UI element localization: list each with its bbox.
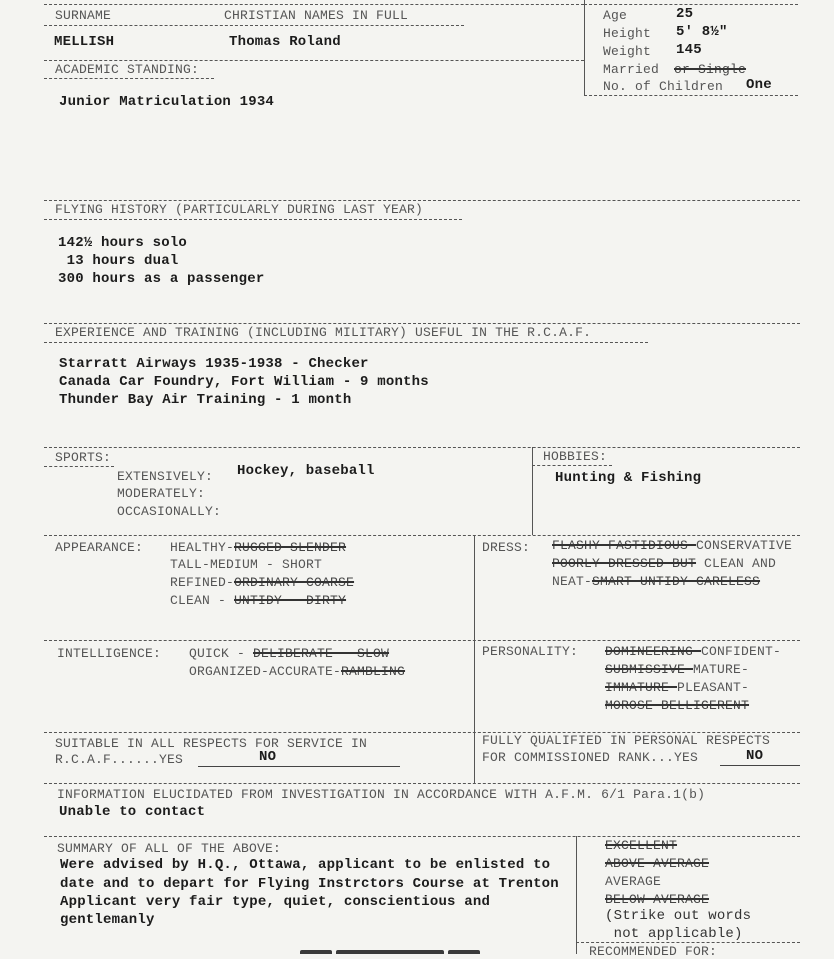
answer-line bbox=[720, 765, 800, 766]
rating-average: AVERAGE bbox=[605, 874, 662, 889]
experience-line: Starratt Airways 1935-1938 - Checker bbox=[59, 356, 369, 372]
flying-history-label: FLYING HISTORY (PARTICULARLY DURING LAST YEAR) bbox=[55, 202, 424, 217]
divider bbox=[44, 535, 800, 536]
divider bbox=[584, 0, 585, 96]
surname-value: MELLISH bbox=[54, 34, 115, 50]
appearance-label: APPEARANCE: bbox=[55, 540, 144, 555]
divider bbox=[576, 836, 577, 954]
personality-label: PERSONALITY: bbox=[482, 644, 579, 659]
information-value: Unable to contact bbox=[59, 804, 206, 820]
experience-line: Canada Car Foundry, Fort William - 9 months bbox=[59, 374, 429, 390]
summary-label: SUMMARY OF ALL OF THE ABOVE: bbox=[57, 841, 282, 856]
appearance-row-2: TALL-MEDIUM - SHORT bbox=[170, 557, 323, 572]
suitable-answer: NO bbox=[259, 749, 277, 765]
viewer-toolbar-edge bbox=[300, 950, 332, 954]
personality-row-3: IMMATURE-PLEASANT- bbox=[605, 680, 750, 695]
flying-line: 142½ hours solo bbox=[58, 235, 188, 251]
divider bbox=[44, 78, 214, 79]
children-label: No. of Children bbox=[603, 79, 724, 94]
information-label: INFORMATION ELUCIDATED FROM INVESTIGATION IN ACCORDANCE WITH A.F.M. 6/1 Para.1(b) bbox=[57, 787, 706, 802]
academic-standing-value: Junior Matriculation 1934 bbox=[59, 94, 275, 110]
flying-line: 13 hours dual bbox=[58, 253, 179, 269]
strike-note: not applicable) bbox=[605, 926, 743, 942]
summary-line: Were advised by H.Q., Ottawa, applicant to be enlisted to bbox=[60, 857, 551, 873]
intelligence-label: INTELLIGENCE: bbox=[57, 646, 162, 661]
extensively-value: Hockey, baseball bbox=[237, 463, 375, 479]
rating-excellent: EXCELLENT bbox=[605, 838, 678, 853]
dress-label: DRESS: bbox=[482, 540, 531, 555]
dress-row-2: POORLY DRESSED BUT CLEAN AND bbox=[552, 556, 777, 571]
divider bbox=[44, 60, 584, 61]
viewer-toolbar-edge bbox=[336, 950, 444, 954]
rating-above-average: ABOVE AVERAGE bbox=[605, 856, 710, 871]
divider bbox=[474, 535, 475, 783]
qualified-question: FULLY QUALIFIED IN PERSONAL RESPECTS bbox=[482, 733, 771, 748]
academic-standing-label: ACADEMIC STANDING: bbox=[55, 62, 200, 77]
height-value: 5' 8½" bbox=[676, 24, 728, 40]
divider bbox=[584, 4, 798, 5]
suitable-question: SUITABLE IN ALL RESPECTS FOR SERVICE IN bbox=[55, 736, 368, 751]
divider bbox=[532, 465, 612, 466]
appearance-row-3: REFINED-ORDINARY-COARSE bbox=[170, 575, 355, 590]
personality-row-4: MOROSE-BELLIGERENT bbox=[605, 698, 750, 713]
personality-row-2: SUBMISSIVE-MATURE- bbox=[605, 662, 750, 677]
divider bbox=[44, 219, 462, 220]
weight-value: 145 bbox=[676, 42, 702, 58]
flying-line: 300 hours as a passenger bbox=[58, 271, 265, 287]
weight-label: Weight bbox=[603, 44, 652, 59]
single-struck: or Single bbox=[674, 62, 747, 77]
married-label: Married bbox=[603, 62, 660, 77]
summary-line: gentlemanly bbox=[60, 912, 155, 928]
dress-row-3: NEAT-SMART-UNTIDY-CARELESS bbox=[552, 574, 761, 589]
experience-label: EXPERIENCE AND TRAINING (INCLUDING MILITARY) USEFUL IN THE R.C.A.F. bbox=[55, 325, 592, 340]
summary-line: Applicant very fair type, quiet, conscientious and bbox=[60, 894, 491, 910]
recommended-for-label: RECOMMENDED FOR: bbox=[589, 944, 718, 959]
extensively-label: EXTENSIVELY: bbox=[117, 469, 214, 484]
answer-line bbox=[198, 766, 400, 767]
viewer-toolbar-edge bbox=[448, 950, 480, 954]
hobbies-label: HOBBIES: bbox=[543, 449, 608, 464]
christian-names-label: CHRISTIAN NAMES IN FULL bbox=[224, 8, 409, 23]
age-label: Age bbox=[603, 8, 628, 23]
appearance-row-1: HEALTHY-RUGGED-SLENDER bbox=[170, 540, 347, 555]
divider bbox=[576, 942, 800, 943]
divider bbox=[532, 447, 533, 535]
divider bbox=[44, 466, 114, 467]
divider bbox=[44, 200, 800, 201]
personality-row-1: DOMINEERING-CONFIDENT- bbox=[605, 644, 782, 659]
qualified-yes-label: FOR COMMISSIONED RANK...YES bbox=[482, 750, 699, 765]
surname-label: SURNAME bbox=[55, 8, 112, 23]
appearance-row-4: CLEAN - UNTIDY - DIRTY bbox=[170, 593, 347, 608]
divider bbox=[44, 836, 800, 837]
strike-note: (Strike out words bbox=[605, 908, 752, 924]
experience-line: Thunder Bay Air Training - 1 month bbox=[59, 392, 352, 408]
intelligence-row-2: ORGANIZED-ACCURATE-RAMBLING bbox=[189, 664, 406, 679]
divider bbox=[44, 342, 648, 343]
children-value: One bbox=[746, 77, 772, 93]
rating-below-average: BELOW AVERAGE bbox=[605, 892, 710, 907]
occasionally-label: OCCASIONALLY: bbox=[117, 504, 222, 519]
height-label: Height bbox=[603, 26, 652, 41]
divider bbox=[584, 95, 798, 96]
qualified-answer: NO bbox=[746, 748, 764, 764]
intelligence-row-1: QUICK - DELIBERATE - SLOW bbox=[189, 646, 390, 661]
suitable-yes-label: R.C.A.F......YES bbox=[55, 752, 184, 767]
divider bbox=[44, 4, 584, 5]
christian-names-value: Thomas Roland bbox=[229, 34, 341, 50]
hobbies-value: Hunting & Fishing bbox=[555, 470, 702, 486]
divider bbox=[44, 323, 800, 324]
divider bbox=[44, 447, 800, 448]
divider bbox=[44, 640, 800, 641]
summary-line: date and to depart for Flying Instrctors Course at Trenton bbox=[60, 876, 559, 892]
divider bbox=[44, 783, 800, 784]
age-value: 25 bbox=[676, 6, 694, 22]
dress-row-1: FLASHY-FASTIDIOUS-CONSERVATIVE bbox=[552, 538, 793, 553]
divider bbox=[44, 25, 464, 26]
sports-label: SPORTS: bbox=[55, 450, 112, 465]
moderately-label: MODERATELY: bbox=[117, 486, 206, 501]
